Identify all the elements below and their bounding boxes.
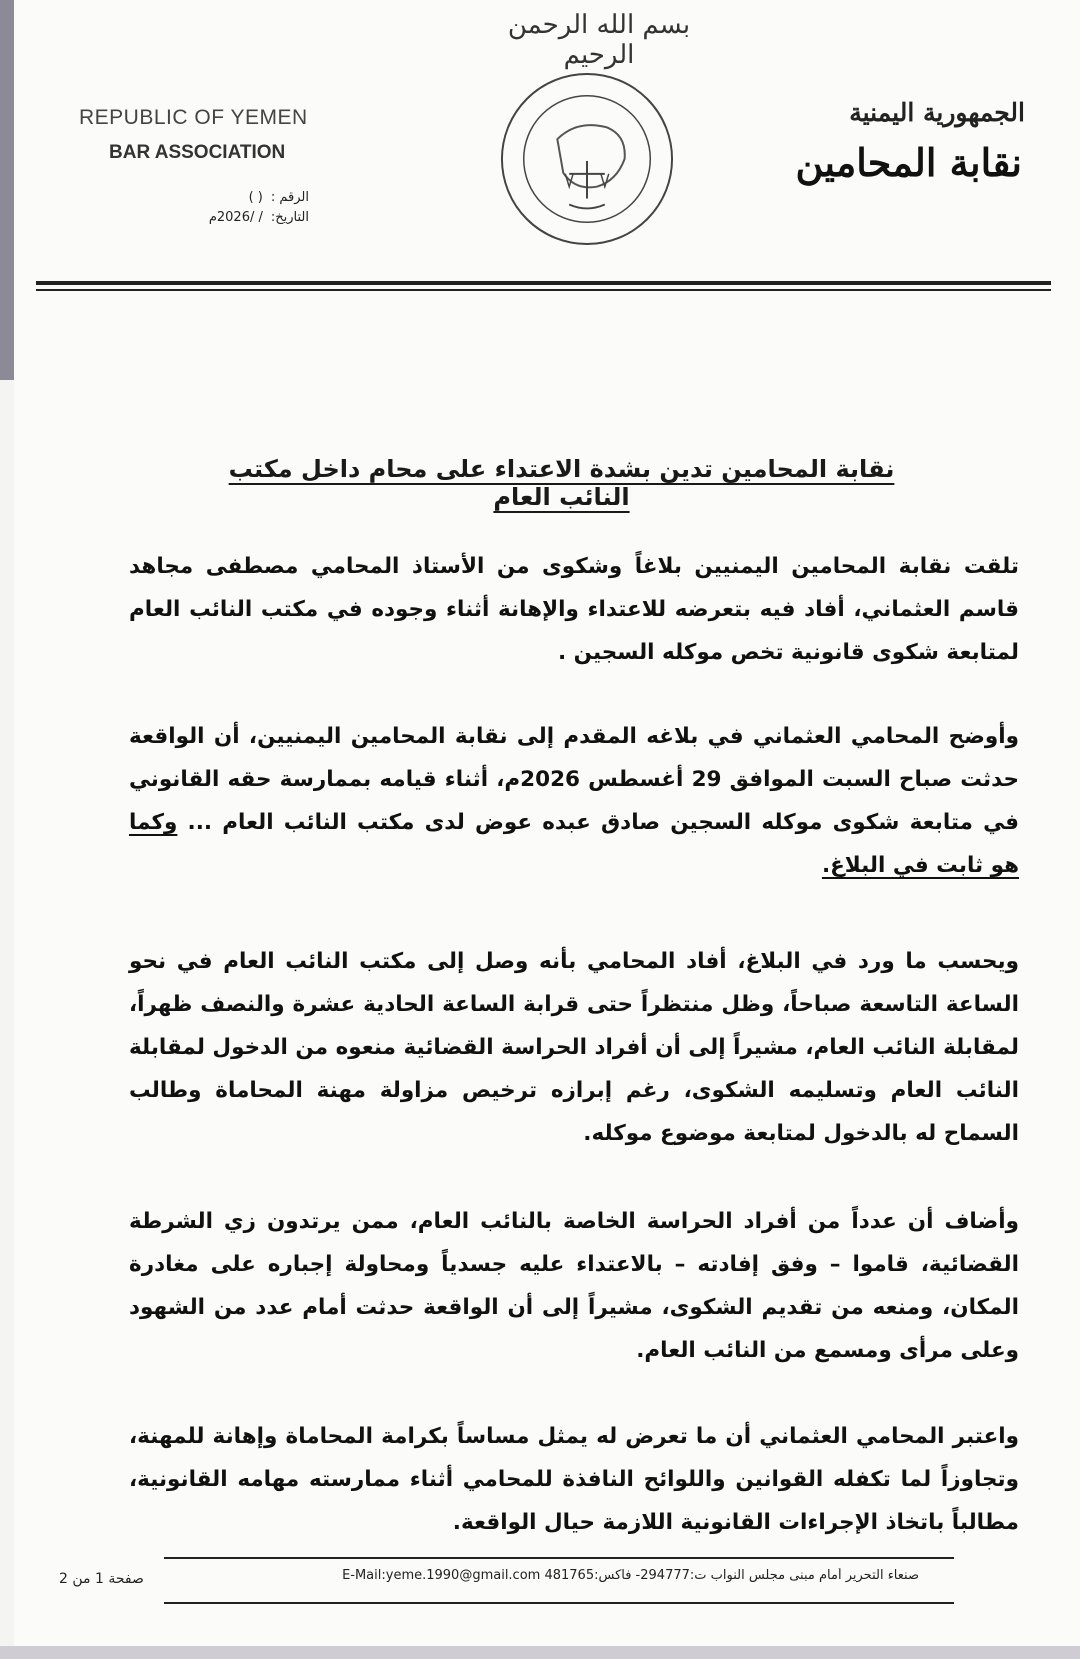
reference-block <box>169 188 309 227</box>
paragraph-5: واعتبر المحامي العثماني أن ما تعرض له يمثل مساساً بكرامة المحاماة وإهانة للمهنة، وتجاوزاً لما تكفله القوانين واللوائح النافذة للمحامي أثناء ممارسته مهامه القانونية، مطالباً باتخاذ الإجراءات القانونية اللازمة حيال الواقعة. <box>129 1424 1019 1535</box>
header-divider-thin <box>36 289 1051 291</box>
statement-title: نقابة المحامين تدين بشدة الاعتداء على محام داخل مكتب النائب العام <box>228 455 895 511</box>
footer-divider-bottom <box>164 1602 954 1604</box>
paragraph-2-text: وأوضح المحامي العثماني في بلاغه المقدم إلى نقابة المحامين اليمنيين، أن الواقعة حدثت صباح السبت الموافق 29 أغسطس 2026م، أثناء قيامه بممارسة حقه القانوني في متابعة شكوى موكله السجين صادق عبده عوض لدى مكتب النائب العام ... <box>129 724 1019 835</box>
footer-address: صنعاء التحرير أمام مبنى مجلس النواب ت:294777- فاكس:481765 E-Mail:yeme.1990@gmail.com <box>342 1568 919 1583</box>
letter-page <box>14 0 1080 1659</box>
ref-value: ( ) <box>248 190 263 205</box>
english-org-name: BAR ASSOCIATION <box>109 142 286 163</box>
bar-association-seal-icon <box>498 70 676 248</box>
arabic-org-name: نقابة المحامين <box>795 140 1022 185</box>
header-divider <box>36 281 1051 285</box>
footer-divider <box>164 1557 954 1559</box>
date-value: / /2026م <box>208 209 263 225</box>
arabic-country-name: الجمهورية اليمنية <box>849 98 1025 127</box>
scan-bottom-edge <box>0 1646 1080 1659</box>
page-number: صفحة 1 من 2 <box>59 1571 144 1587</box>
paragraph-1: تلقت نقابة المحامين اليمنيين بلاغاً وشكوى من الأستاذ المحامي مصطفى مجاهد قاسم العثماني، أفاد فيه بتعرضه للاعتداء والإهانة أثناء وجوده في مكتب النائب العام لمتابعة شكوى قانونية تخص موكله السجين . <box>129 554 1019 665</box>
date-label: التاريخ: <box>270 209 309 225</box>
scan-edge <box>0 0 14 380</box>
paragraph-2-underlined: وكما هو ثابت في البلاغ. <box>129 810 1019 878</box>
english-country-name: REPUBLIC OF YEMEN <box>79 106 308 129</box>
paragraph-4: وأضاف أن عدداً من أفراد الحراسة الخاصة بالنائب العام، ممن يرتدون زي الشرطة القضائية، قاموا – وفق إفادته – بالاعتداء عليه جسدياً ومحاولة إجباره على مغادرة المكان، ومنعه من تقديم الشكوى، مشيراً إلى أن الواقعة حدثت أمام عدد من الشهود وعلى مرأى ومسمع من النائب العام. <box>129 1209 1019 1363</box>
paragraph-3: ويحسب ما ورد في البلاغ، أفاد المحامي بأنه وصل إلى مكتب النائب العام في نحو الساعة التاسعة صباحاً، وظل منتظراً حتى قرابة الساعة الحادية عشرة والنصف ظهراً، لمقابلة النائب العام، مشيراً إلى أن أفراد الحراسة القضائية منعوه من الدخول لمقابلة النائب العام وتسليمه الشكوى، رغم إبرازه ترخيص مزاولة مهنة المحاماة وطالب السماح له بالدخول لمتابعة موضوع موكله. <box>129 949 1019 1146</box>
paragraph-2 <box>129 715 1019 887</box>
ref-label: الرقم : <box>270 190 309 205</box>
bismillah: بسم الله الرحمن الرحيم <box>507 10 691 70</box>
